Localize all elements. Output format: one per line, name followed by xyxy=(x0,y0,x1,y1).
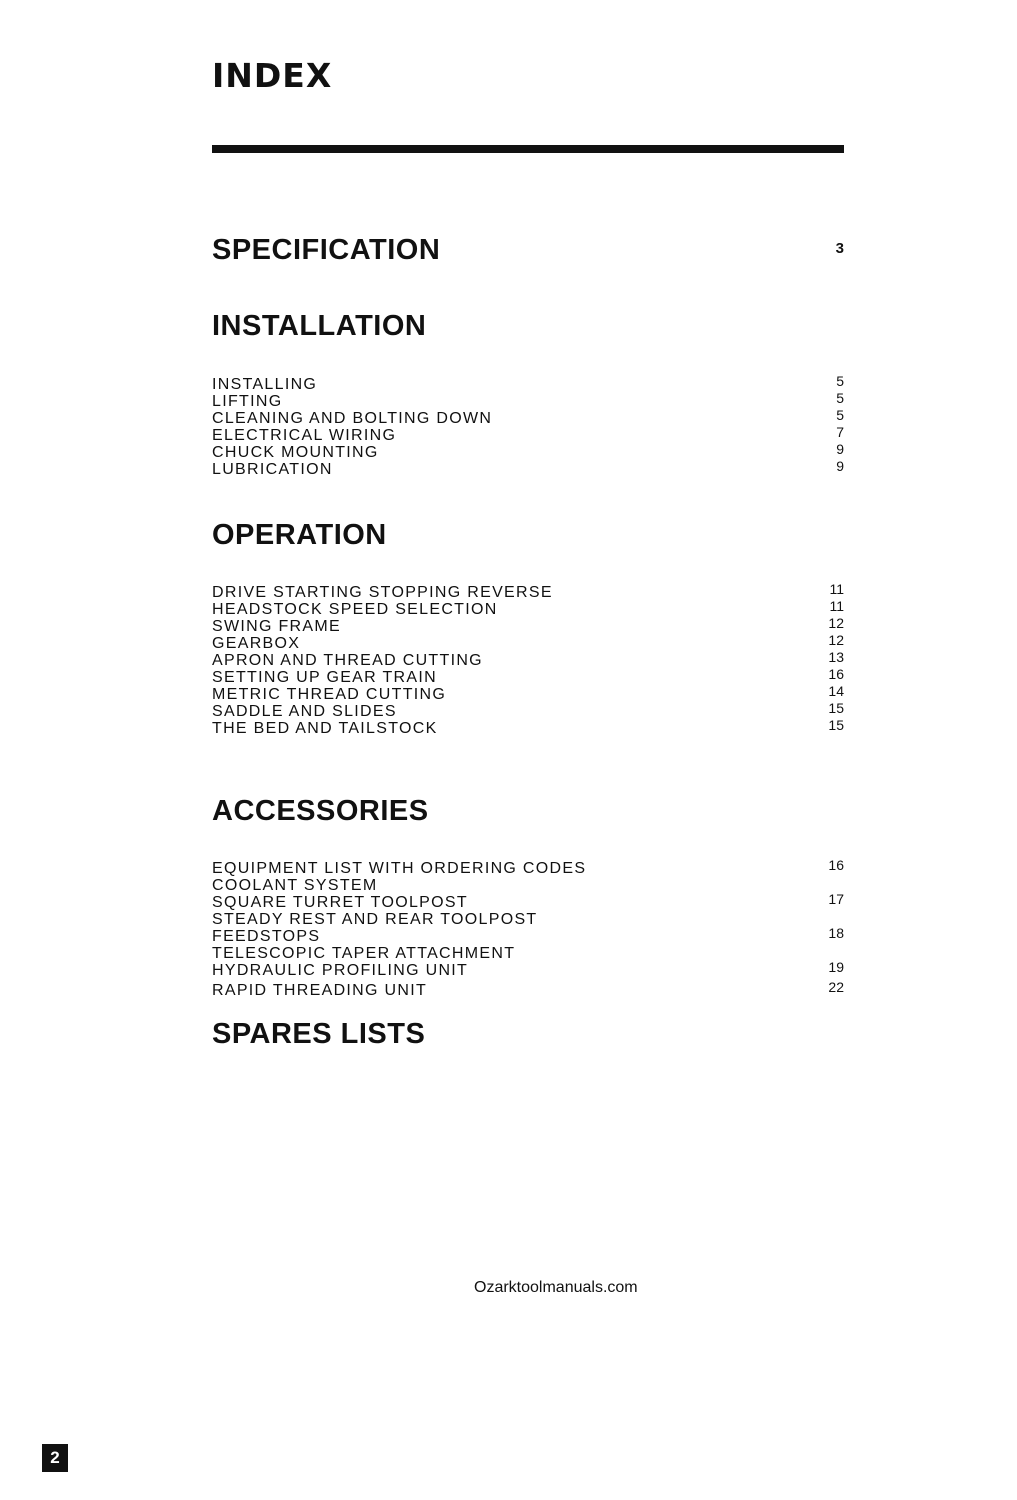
entry-page: 9 xyxy=(836,441,844,457)
entry-label: EQUIPMENT LIST WITH ORDERING CODES xyxy=(212,860,587,877)
entry-label: INSTALLING xyxy=(212,376,318,393)
entry-page: 5 xyxy=(836,407,844,423)
toc-entry[interactable] xyxy=(212,424,844,444)
toc-entry[interactable] xyxy=(212,911,844,928)
section-heading-installation: INSTALLATION xyxy=(212,310,427,342)
entry-label: SADDLE AND SLIDES xyxy=(212,703,397,720)
entry-page: 11 xyxy=(829,581,844,597)
entry-page: 11 xyxy=(829,598,844,614)
entry-page: 16 xyxy=(828,666,844,682)
entry-label: DRIVE STARTING STOPPING REVERSE xyxy=(212,584,553,601)
toc-entry[interactable] xyxy=(212,877,844,894)
entry-page: 5 xyxy=(836,390,844,406)
toc-entry[interactable] xyxy=(212,891,844,911)
accessories-entries xyxy=(212,857,844,999)
entry-label: APRON AND THREAD CUTTING xyxy=(212,652,483,669)
section-heading-specification: SPECIFICATION xyxy=(212,234,441,266)
entry-page: 9 xyxy=(836,458,844,474)
toc-entry[interactable] xyxy=(212,632,844,652)
section-heading-spares-lists: SPARES LISTS xyxy=(212,1018,426,1050)
entry-label: SQUARE TURRET TOOLPOST xyxy=(212,894,468,911)
entry-label: CHUCK MOUNTING xyxy=(212,444,379,461)
toc-entry[interactable] xyxy=(212,945,844,962)
toc-entry[interactable] xyxy=(212,700,844,720)
page-number-badge: 2 xyxy=(42,1444,68,1472)
installation-entries xyxy=(212,373,844,478)
toc-entry[interactable] xyxy=(212,925,844,945)
page-title: INDEX xyxy=(212,56,333,95)
toc-entry[interactable] xyxy=(212,683,844,703)
footer-website-link[interactable]: Ozarktoolmanuals.com xyxy=(474,1279,638,1296)
entry-page: 15 xyxy=(828,700,844,716)
entry-page: 5 xyxy=(836,373,844,389)
entry-label: RAPID THREADING UNIT xyxy=(212,982,428,999)
toc-entry[interactable] xyxy=(212,407,844,427)
entry-label: TELESCOPIC TAPER ATTACHMENT xyxy=(212,945,516,962)
entry-label: SETTING UP GEAR TRAIN xyxy=(212,669,437,686)
entry-label: ELECTRICAL WIRING xyxy=(212,427,397,444)
entry-page: 7 xyxy=(836,424,844,440)
entry-label: HYDRAULIC PROFILING UNIT xyxy=(212,962,469,979)
entry-label: SWING FRAME xyxy=(212,618,341,635)
toc-entry[interactable] xyxy=(212,959,844,979)
entry-page: 22 xyxy=(828,979,844,995)
toc-entry[interactable] xyxy=(212,441,844,461)
section-heading-accessories: ACCESSORIES xyxy=(212,795,429,827)
toc-entry[interactable] xyxy=(212,373,844,393)
toc-entry[interactable] xyxy=(212,390,844,410)
toc-entry[interactable] xyxy=(212,857,844,877)
title-rule xyxy=(212,145,844,153)
operation-entries xyxy=(212,581,844,737)
entry-label: LUBRICATION xyxy=(212,461,333,478)
toc-entry[interactable] xyxy=(212,666,844,686)
toc-entry[interactable] xyxy=(212,649,844,669)
entry-page: 18 xyxy=(828,925,844,941)
entry-page: 19 xyxy=(828,959,844,975)
entry-label: LIFTING xyxy=(212,393,283,410)
entry-label: COOLANT SYSTEM xyxy=(212,877,378,894)
entry-label: STEADY REST AND REAR TOOLPOST xyxy=(212,911,538,928)
entry-label: METRIC THREAD CUTTING xyxy=(212,686,447,703)
toc-entry[interactable] xyxy=(212,458,844,478)
toc-entry[interactable] xyxy=(212,979,844,999)
toc-entry[interactable] xyxy=(212,615,844,635)
entry-page: 12 xyxy=(828,615,844,631)
toc-entry[interactable] xyxy=(212,717,844,737)
entry-page: 12 xyxy=(828,632,844,648)
section-page-specification: 3 xyxy=(835,240,844,257)
toc-entry[interactable] xyxy=(212,598,844,618)
entry-label: THE BED AND TAILSTOCK xyxy=(212,720,438,737)
entry-label: HEADSTOCK SPEED SELECTION xyxy=(212,601,498,618)
entry-page: 13 xyxy=(828,649,844,665)
entry-page: 14 xyxy=(828,683,844,699)
entry-page: 16 xyxy=(828,857,844,873)
section-heading-operation: OPERATION xyxy=(212,519,387,551)
entry-label: FEEDSTOPS xyxy=(212,928,321,945)
entry-label: CLEANING AND BOLTING DOWN xyxy=(212,410,493,427)
entry-page: 15 xyxy=(828,717,844,733)
entry-page: 17 xyxy=(828,891,844,907)
toc-entry[interactable] xyxy=(212,581,844,601)
entry-label: GEARBOX xyxy=(212,635,301,652)
